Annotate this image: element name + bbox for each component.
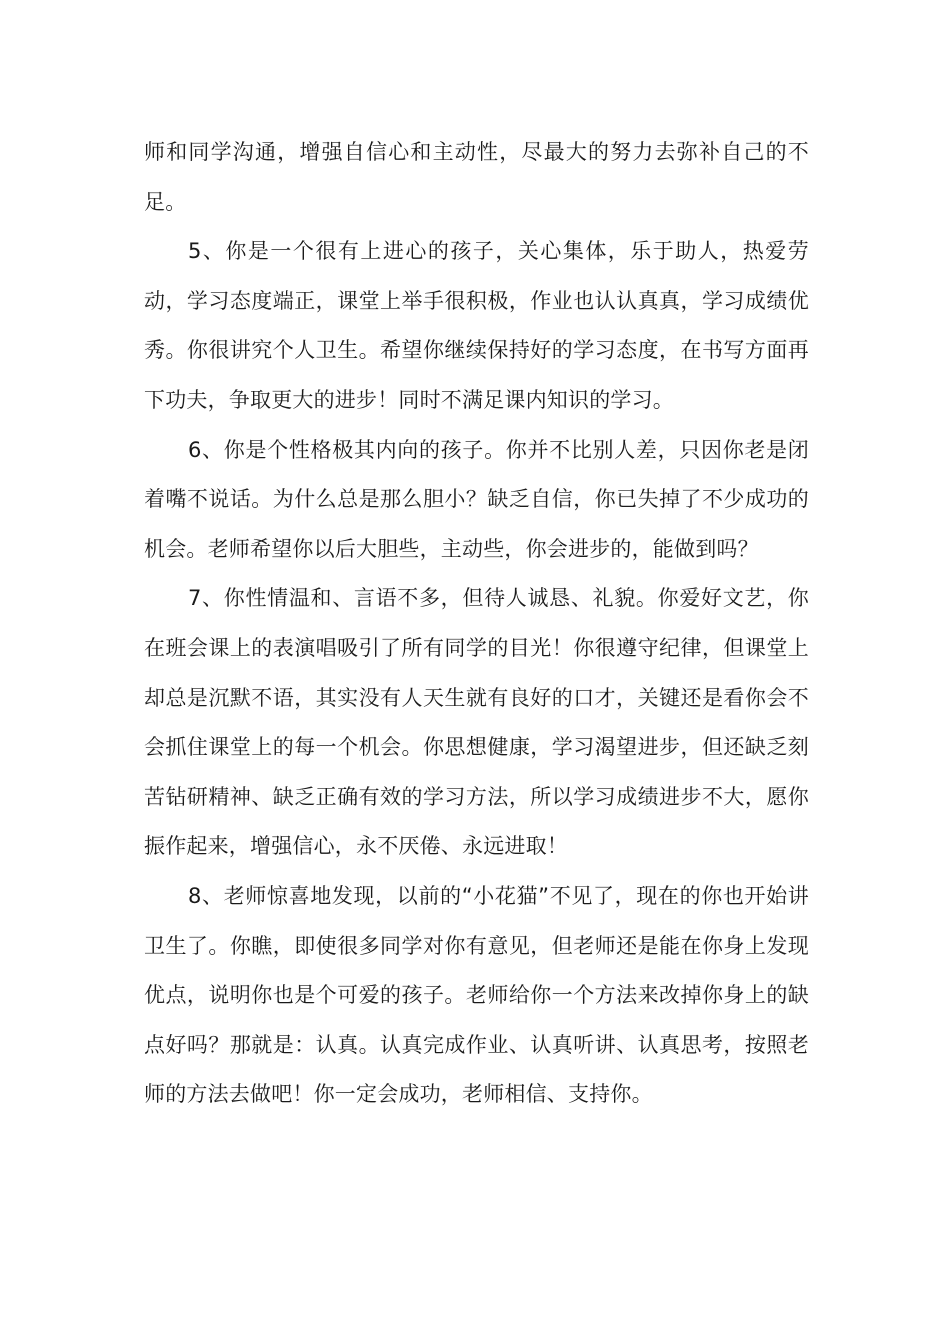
paragraph-comment-7: 7、你性情温和、言语不多，但待人诚恳、礼貌。你爱好文艺，你在班会课上的表演唱吸引了所有同学的目光！你很遵守纪律，但课堂上却总是沉默不语，其实没有人天生就有良好的口才，关键还是看你会不会抓住课堂上的每一个机会。你思想健康，学习渴望进步，但还缺乏刻苦钻研精神、缺乏正确有效的学习方法，所以学习成绩进步不大，愿你振作起来，增强信心，永不厌倦、永远进取！ xyxy=(144,586,809,859)
paragraph-comment-6: 6、你是个性格极其内向的孩子。你并不比别人差，只因你老是闭着嘴不说话。为什么总是那么胆小？缺乏自信，你已失掉了不少成功的机会。老师希望你以后大胆些，主动些，你会进步的，能做到吗？ xyxy=(144,437,809,561)
paragraph-continuation: 师和同学沟通，增强自信心和主动性，尽最大的努力去弥补自己的不足。 xyxy=(144,140,809,214)
document-body xyxy=(144,128,809,1120)
paragraph-comment-8: 8、老师惊喜地发现，以前的“小花猫”不见了，现在的你也开始讲卫生了。你瞧，即使很多同学对你有意见，但老师还是能在你身上发现优点，说明你也是个可爱的孩子。老师给你一个方法来改掉你身上的缺点好吗？那就是：认真。认真完成作业、认真听讲、认真思考，按照老师的方法去做吧！你一定会成功，老师相信、支持你。 xyxy=(144,883,809,1107)
paragraph-comment-5: 5、你是一个很有上进心的孩子，关心集体，乐于助人，热爱劳动，学习态度端正，课堂上举手很积极，作业也认认真真，学习成绩优秀。你很讲究个人卫生。希望你继续保持好的学习态度，在书写方面再下功夫，争取更大的进步！同时不满足课内知识的学习。 xyxy=(144,239,809,412)
